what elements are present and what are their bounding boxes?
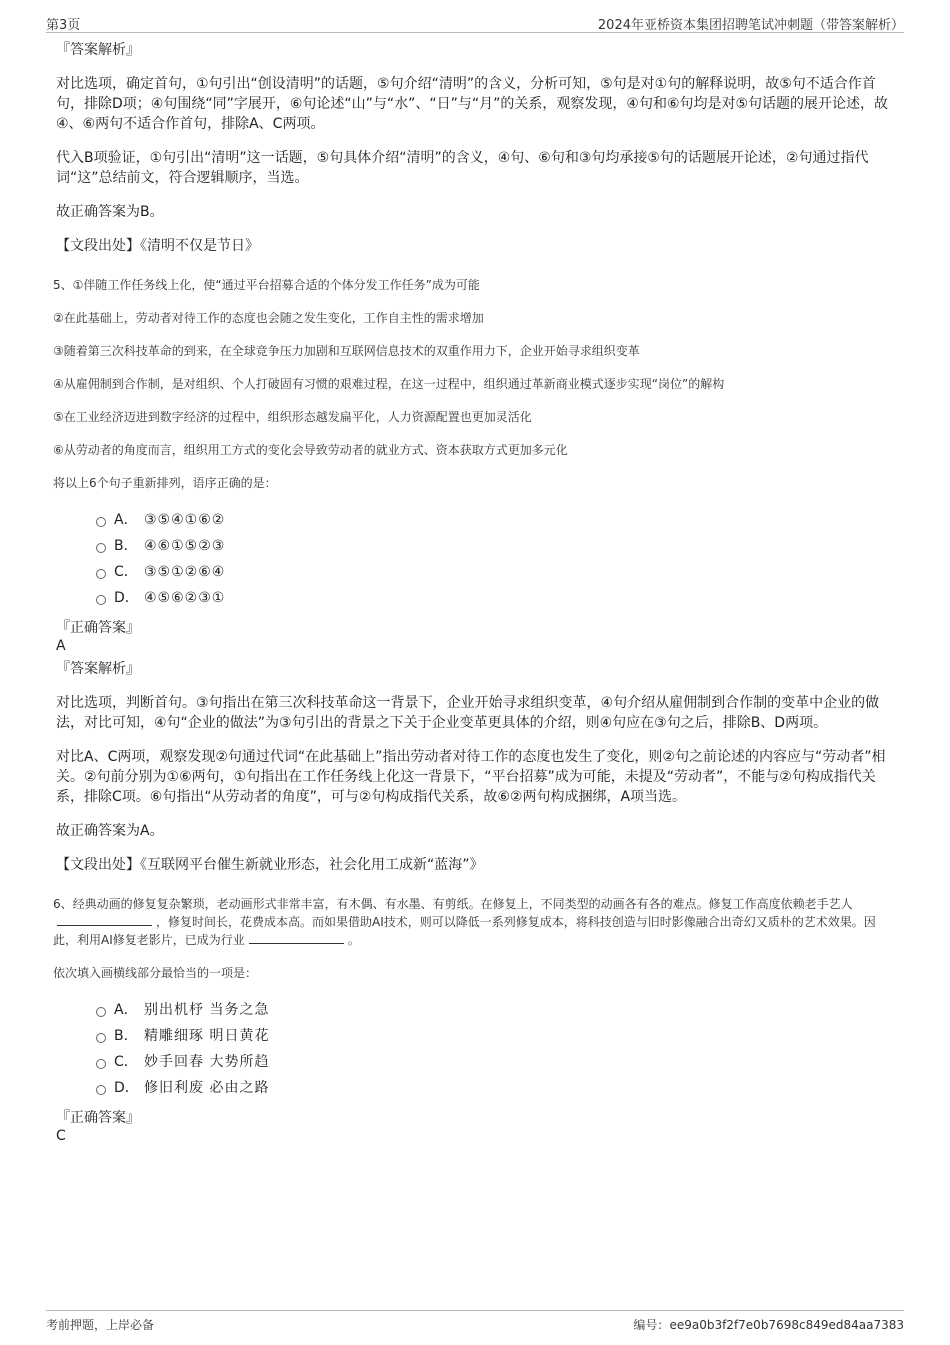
analysis-paragraph: 代入B项验证，①句引出“清明”这一话题，⑤句具体介绍“清明”的含义，④句、⑥句和③句均承接⑤句的话题展开论述，②句通过指代词“这”总结前文，符合逻辑顺序，当选。 <box>56 150 869 186</box>
sentence-item: ③随着第三次科技革命的到来，在全球竞争压力加剧和互联网信息技术的双重作用力下，企业开始寻求组织变革 <box>53 344 640 358</box>
radio-icon[interactable] <box>96 595 106 605</box>
analysis-label: 『答案解析』 <box>56 661 140 677</box>
sentence-item: ②在此基础上，劳动者对待工作的态度也会随之发生变化，工作自主性的需求增加 <box>53 311 484 325</box>
page-header <box>46 12 904 33</box>
option-list <box>96 997 896 1101</box>
option-b[interactable]: B． 精雕细琢 明日黄花 <box>96 1023 896 1049</box>
question-prompt: 将以上6个句子重新排列，语序正确的是： <box>53 476 277 490</box>
option-d[interactable]: D． ④⑤⑥②③① <box>96 585 896 611</box>
radio-icon[interactable] <box>96 1059 106 1069</box>
radio-icon[interactable] <box>96 1007 106 1017</box>
correct-answer: C <box>56 1128 66 1144</box>
source-citation: 【文段出处】《互联网平台催生新就业形态，社会化用工成新“蓝海”》 <box>56 857 484 873</box>
option-a[interactable]: A． 别出机杼 当务之急 <box>96 997 896 1023</box>
correct-answer-label: 『正确答案』 <box>56 620 140 636</box>
option-b[interactable]: B． ④⑥①⑤②③ <box>96 533 896 559</box>
option-c[interactable]: C． ③⑤①②⑥④ <box>96 559 896 585</box>
question-6 <box>53 895 896 1145</box>
radio-icon[interactable] <box>96 1033 106 1043</box>
analysis-conclusion: 故正确答案为A。 <box>56 823 164 839</box>
correct-answer-label: 『正确答案』 <box>56 1110 140 1126</box>
analysis-paragraph: 对比A、C两项，观察发现②句通过代词“在此基础上”指出劳动者对待工作的态度也发生了变化，则②句之前论述的内容应与“劳动者”相关。②句前分别为①⑥两句，①句指出在工作任务线上化这一背景下，“平台招募”成为可能，未提及“劳动者”，不能与②句构成指代关系，排除C项。⑥句指出“从劳动者的角度”，可与②句构成指代关系，故⑥②两句构成捆绑，A项当选。 <box>56 749 886 805</box>
radio-icon[interactable] <box>96 1085 106 1095</box>
document-code: 编号：ee9a0b3f2f7e0b7698c849ed84aa7383 <box>633 1318 904 1332</box>
analysis-paragraph: 对比选项，确定首句，①句引出“创设清明”的话题，⑤句介绍“清明”的含义，分析可知，⑤句是对①句的解释说明，故⑤句不适合作首句，排除D项；④句围绕“同”字展开，⑥句论述“山”与“水”、“日”与“月”的关系，观察发现，④句和⑥句均是对⑤句话题的展开论述，故④、⑥两句不适合作首句，排除A、C两项。 <box>56 76 889 132</box>
option-list <box>96 507 896 611</box>
source-citation: 【文段出处】《清明不仅是节日》 <box>56 238 259 254</box>
page-footer <box>46 1310 904 1335</box>
correct-answer: A <box>56 638 66 654</box>
analysis-label: 『答案解析』 <box>56 42 140 58</box>
page-number: 第3页 <box>46 18 81 33</box>
fill-blank <box>249 931 344 944</box>
radio-icon[interactable] <box>96 517 106 527</box>
analysis-paragraph: 对比选项，判断首句。③句指出在第三次科技革命这一背景下，企业开始寻求组织变革，④句介绍从雇佣制到合作制的变革中企业的做法，对比可知，④句“企业的做法”为③句引出的背景之下关于企业变革更具体的介绍，则④句应在③句之后，排除B、D两项。 <box>56 695 880 731</box>
option-c[interactable]: C． 妙手回春 大势所趋 <box>96 1049 896 1075</box>
analysis-conclusion: 故正确答案为B。 <box>56 204 164 220</box>
radio-icon[interactable] <box>96 569 106 579</box>
option-a[interactable]: A． ③⑤④①⑥② <box>96 507 896 533</box>
question-prompt: 依次填入画横线部分最恰当的一项是： <box>53 966 258 980</box>
radio-icon[interactable] <box>96 543 106 553</box>
question-5 <box>53 276 896 875</box>
sentence-item: ⑥从劳动者的角度而言，组织用工方式的变化会导致劳动者的就业方式、资本获取方式更加多元化 <box>53 443 568 457</box>
question-stem: 6、经典动画的修复复杂繁琐，老动画形式非常丰富，有木偶、有水墨、有剪纸。在修复上，不同类型的动画各有各的难点。修复工作高度依赖老手艺人，修复时间长，花费成本高。而如果借助AI技术，则可以降低一系列修复成本，将科技创造与旧时影像融合出奇幻又质朴的艺术效果。因此，利用AI修复老影片，已成为行业 。 <box>53 897 876 947</box>
sentence-item: ④从雇佣制到合作制，是对组织、个人打破固有习惯的艰难过程，在这一过程中，组织通过革新商业模式逐步实现“岗位”的解构 <box>53 377 725 391</box>
page-content <box>53 40 896 1149</box>
fill-blank <box>57 913 152 926</box>
footer-slogan: 考前押题，上岸必备 <box>46 1318 155 1332</box>
option-d[interactable]: D． 修旧利废 必由之路 <box>96 1075 896 1101</box>
document-title: 2024年亚桥资本集团招聘笔试冲刺题（带答案解析） <box>597 18 904 33</box>
question-stem: 5、①伴随工作任务线上化，使“通过平台招募合适的个体分发工作任务”成为可能 <box>53 278 480 292</box>
sentence-item: ⑤在工业经济迈进到数字经济的过程中，组织形态越发扁平化，人力资源配置也更加灵活化 <box>53 410 532 424</box>
